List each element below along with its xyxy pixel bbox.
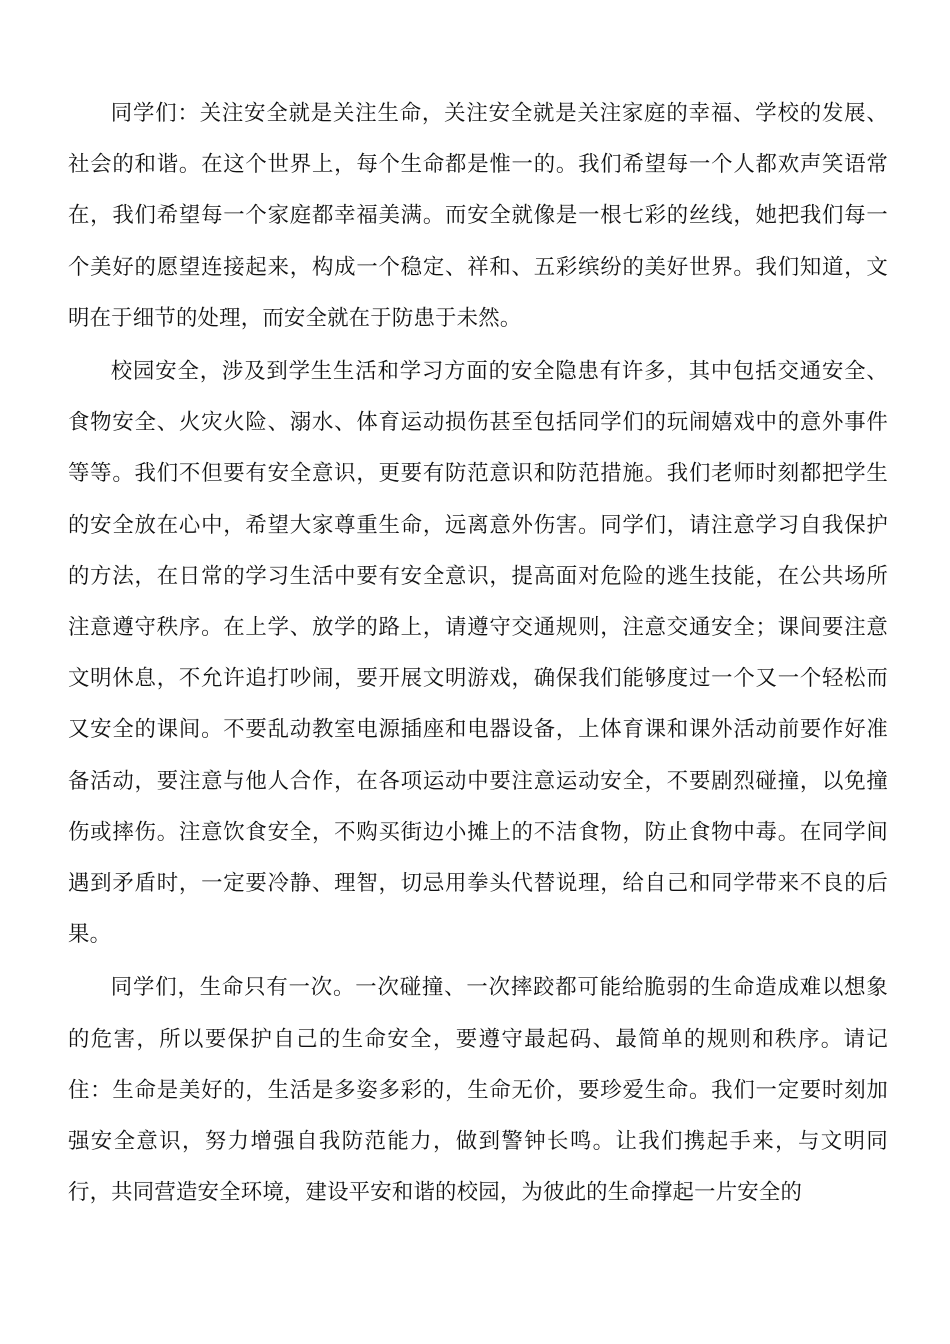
paragraph-2: 校园安全，涉及到学生生活和学习方面的安全隐患有许多，其中包括交通安全、食物安全、火灾火险、溺水、体育运动损伤甚至包括同学们的玩闹嬉戏中的意外事件等等。我们不但要有安全意识，更要有防范意识和防范措施。我们老师时刻都把学生的安全放在心中，希望大家尊重生命，远离意外伤害。同学们，请注意学习自我保护的方法，在日常的学习生活中要有安全意识，提高面对危险的逃生技能，在公共场所注意遵守秩序。在上学、放学的路上，请遵守交通规则，注意交通安全；课间要注意文明休息，不允许追打吵闹，要开展文明游戏，确保我们能够度过一个又一个轻松而又安全的课间。不要乱动教室电源插座和电器设备，上体育课和课外活动前要作好准备活动，要注意与他人合作，在各项运动中要注意运动安全，不要剧烈碰撞，以免撞伤或摔伤。注意饮食安全，不购买街边小摊上的不洁食物，防止食物中毒。在同学间遇到矛盾时，一定要冷静、理智，切忌用拳头代替说理，给自己和同学带来不良的后果。	[68, 359, 888, 948]
document-body	[68, 88, 888, 1220]
paragraph-1: 同学们：关注安全就是关注生命，关注安全就是关注家庭的幸福、学校的发展、社会的和谐。在这个世界上，每个生命都是惟一的。我们希望每一个人都欢声笑语常在，我们希望每一个家庭都幸福美满。而安全就像是一根七彩的丝线，她把我们每一个美好的愿望连接起来，构成一个稳定、祥和、五彩缤纷的美好世界。我们知道，文明在于细节的处理，而安全就在于防患于未然。	[68, 101, 888, 331]
paragraph-3: 同学们，生命只有一次。一次碰撞、一次摔跤都可能给脆弱的生命造成难以想象的危害，所以要保护自己的生命安全，要遵守最起码、最简单的规则和秩序。请记住：生命是美好的，生活是多姿多彩的，生命无价，要珍爱生命。我们一定要时刻加强安全意识，努力增强自我防范能力，做到警钟长鸣。让我们携起手来，与文明同行，共同营造安全环境，建设平安和谐的校园，为彼此的生命撑起一片安全的	[68, 975, 888, 1206]
